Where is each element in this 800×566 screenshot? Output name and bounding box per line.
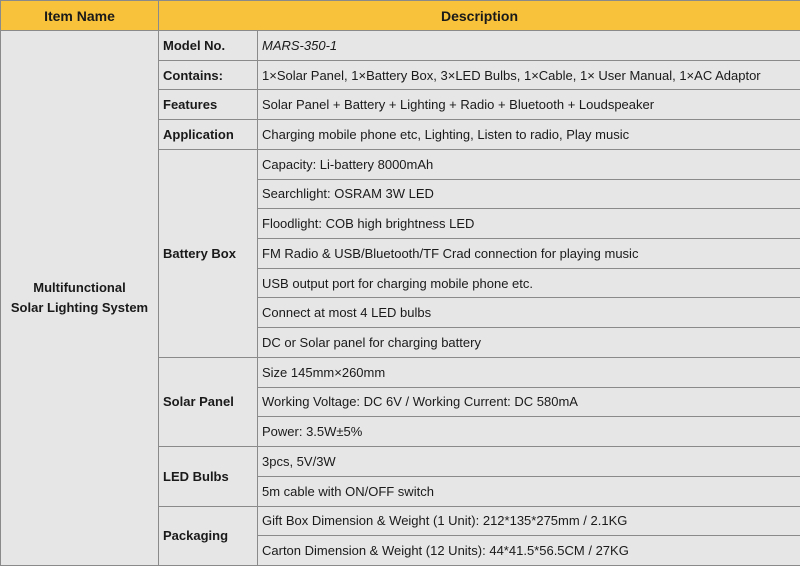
value-solar-power: Power: 3.5W±5% — [258, 417, 800, 447]
value-features: Solar Panel + Battery + Lighting + Radio + Bluetooth + Loudspeaker — [258, 90, 800, 120]
value-led-spec: 3pcs, 5V/3W — [258, 447, 800, 477]
value-led-cable: 5m cable with ON/OFF switch — [258, 476, 800, 506]
value-packaging-carton: Carton Dimension & Weight (12 Units): 44*41.5*56.5CM / 27KG — [258, 536, 800, 566]
category-contains: Contains: — [159, 60, 258, 90]
category-solar-panel: Solar Panel — [159, 357, 258, 446]
category-packaging: Packaging — [159, 506, 258, 566]
value-packaging-gift-box: Gift Box Dimension & Weight (1 Unit): 212*135*275mm / 2.1KG — [258, 506, 800, 536]
value-application: Charging mobile phone etc, Lighting, Listen to radio, Play music — [258, 120, 800, 150]
category-features: Features — [159, 90, 258, 120]
value-battery-floodlight: Floodlight: COB high brightness LED — [258, 209, 800, 239]
category-battery-box: Battery Box — [159, 149, 258, 357]
table-row — [1, 31, 800, 61]
value-battery-charging: DC or Solar panel for charging battery — [258, 328, 800, 358]
value-battery-searchlight: Searchlight: OSRAM 3W LED — [258, 179, 800, 209]
value-solar-voltage: Working Voltage: DC 6V / Working Current: DC 580mA — [258, 387, 800, 417]
item-name-cell — [1, 31, 159, 566]
value-battery-usb: USB output port for charging mobile phone etc. — [258, 268, 800, 298]
header-item-name: Item Name — [1, 1, 159, 31]
value-solar-size: Size 145mm×260mm — [258, 357, 800, 387]
value-contains: 1×Solar Panel, 1×Battery Box, 3×LED Bulbs, 1×Cable, 1× User Manual, 1×AC Adaptor — [258, 60, 800, 90]
value-model-no: MARS-350-1 — [258, 31, 800, 61]
category-model-no: Model No. — [159, 31, 258, 61]
value-battery-capacity: Capacity: Li-battery 8000mAh — [258, 149, 800, 179]
item-name-line-2: Solar Lighting System — [10, 300, 149, 315]
item-name-line-1: Multifunctional — [33, 280, 126, 295]
header-description: Description — [159, 1, 800, 31]
category-application: Application — [159, 120, 258, 150]
value-battery-bulbs: Connect at most 4 LED bulbs — [258, 298, 800, 328]
value-battery-radio: FM Radio & USB/Bluetooth/TF Crad connection for playing music — [258, 239, 800, 269]
header-row — [1, 1, 800, 31]
category-led-bulbs: LED Bulbs — [159, 447, 258, 506]
